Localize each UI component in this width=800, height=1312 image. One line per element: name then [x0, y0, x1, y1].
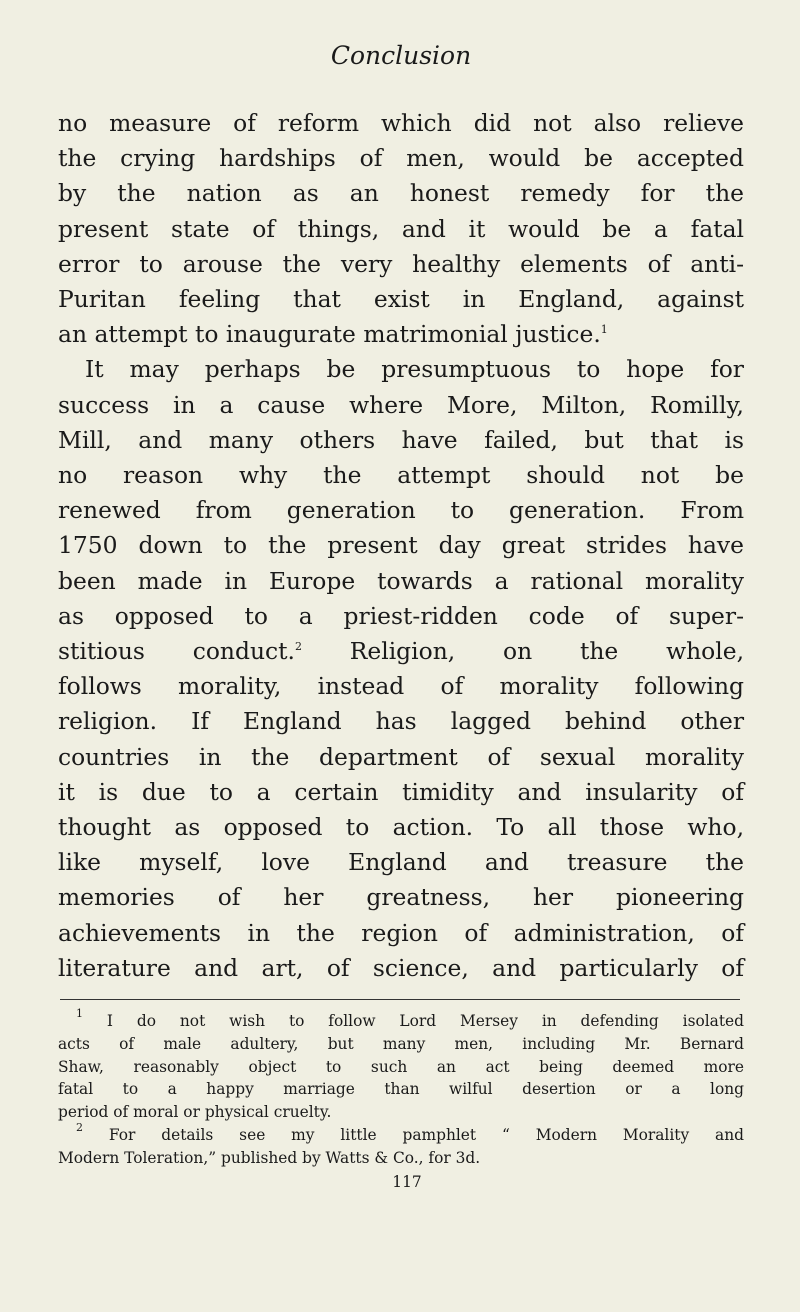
footnote-line: period of moral or physical cruelty. — [58, 1103, 332, 1122]
body-line: Puritan feeling that exist in England, against — [58, 285, 744, 314]
body-line: as opposed to a priest-ridden code of super- — [58, 601, 744, 630]
body-line: by the nation as an honest remedy for the — [58, 179, 744, 208]
body-line: been made in Europe towards a rational morality — [58, 566, 744, 595]
footnote-line: acts of male adultery, but many men, including Mr. Bernard — [58, 1034, 744, 1053]
body-line: follows morality, instead of morality following — [58, 672, 744, 701]
body-line: the crying hardships of men, would be accepted — [58, 144, 744, 173]
book-page — [58, 40, 744, 1193]
body-line: It may perhaps be presumptuous to hope for — [85, 355, 744, 384]
body-line-text: stitious conduct. — [58, 637, 295, 666]
footnote-line: Modern Toleration,” published by Watts & Co., for 3d. — [58, 1148, 481, 1167]
body-line: no measure of reform which did not also relieve — [58, 109, 744, 137]
footnote-line: fatal to a happy marriage than wilful desertion or a long — [58, 1080, 744, 1099]
body-line: countries in the department of sexual morality — [58, 742, 744, 771]
footnotes — [58, 1007, 744, 1170]
footnote-rule — [60, 999, 740, 1000]
footnote-mark-1: 1 — [76, 1007, 83, 1021]
body-line: present state of things, and it would be a fatal — [58, 214, 744, 243]
body-text — [58, 106, 744, 986]
body-line: literature and art, of science, and particularly of — [58, 953, 744, 982]
footnote-line — [58, 1121, 744, 1147]
body-line — [58, 634, 744, 669]
body-line-text: Religion, on the whole, — [301, 637, 745, 666]
body-line: like myself, love England and treasure the — [58, 848, 744, 877]
body-line: Mill, and many others have failed, but that is — [58, 425, 744, 454]
footnote-line: Shaw, reasonably object to such an act being deemed more — [58, 1057, 744, 1076]
body-line: it is due to a certain timidity and insularity of — [58, 777, 744, 806]
running-head: Conclusion — [330, 41, 472, 70]
body-line: 1750 down to the present day great strides have — [58, 531, 744, 560]
footnote-mark-2: 2 — [76, 1121, 83, 1135]
footnote-text: I do not wish to follow Lord Mersey in defending isolated — [106, 1012, 744, 1031]
body-line: success in a cause where More, Milton, Romilly, — [58, 390, 744, 419]
page-number: 117 — [392, 1172, 422, 1191]
footnote-text: For details see my little pamphlet “ Modern Morality and — [108, 1126, 744, 1145]
body-line: religion. If England has lagged behind other — [58, 707, 744, 736]
body-line: achievements in the region of administration, of — [58, 918, 744, 947]
body-line-text: an attempt to inaugurate matrimonial justice. — [58, 320, 601, 349]
body-line: renewed from generation to generation. From — [58, 496, 744, 525]
body-line: error to arouse the very healthy elements of anti- — [58, 249, 744, 278]
footnote-ref-1: 1 — [600, 323, 608, 337]
footnote-line — [58, 1007, 744, 1033]
footnote-ref-2: 2 — [294, 640, 302, 654]
body-line: memories of her greatness, her pioneering — [58, 883, 744, 912]
body-line — [58, 317, 744, 352]
body-line: thought as opposed to action. To all those who, — [58, 813, 744, 842]
body-line: no reason why the attempt should not be — [58, 461, 744, 490]
